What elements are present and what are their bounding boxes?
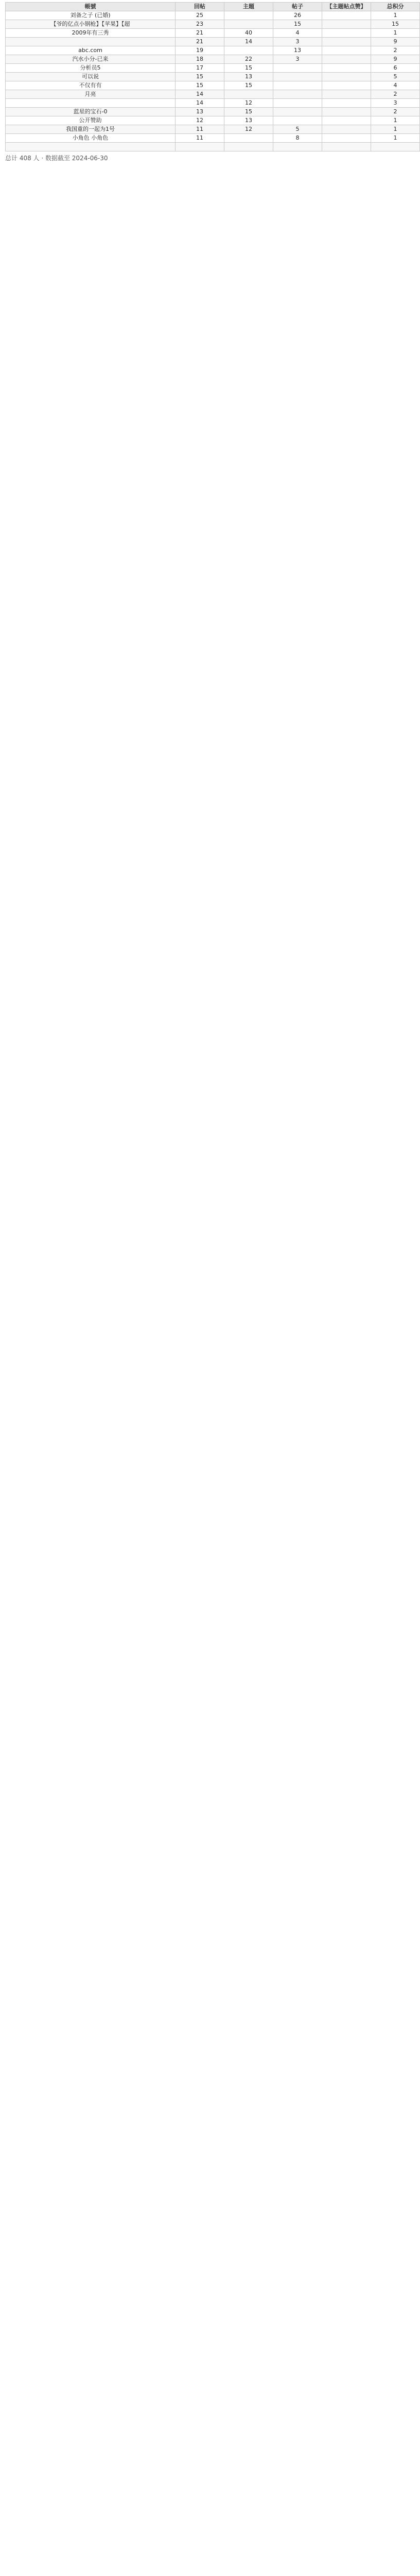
cell-posts bbox=[273, 116, 322, 125]
cell-account: 小角色 小角色 bbox=[6, 134, 176, 143]
cell-total: 1 bbox=[371, 134, 420, 143]
header-row bbox=[6, 3, 420, 11]
cell-topics: 13 bbox=[224, 116, 273, 125]
cell-replies: 19 bbox=[176, 46, 224, 55]
cell-account bbox=[6, 38, 176, 46]
cell-total: 9 bbox=[371, 38, 420, 46]
cell-topics bbox=[224, 143, 273, 151]
table-row bbox=[6, 20, 420, 29]
cell-posts bbox=[273, 99, 322, 108]
cell-topics bbox=[224, 134, 273, 143]
cell-total: 1 bbox=[371, 29, 420, 38]
cell-topics: 12 bbox=[224, 125, 273, 134]
cell-topics bbox=[224, 20, 273, 29]
cell-account: 刘备之子 (已婚) bbox=[6, 11, 176, 20]
cell-likes bbox=[322, 134, 371, 143]
cell-total: 6 bbox=[371, 64, 420, 73]
cell-account: 可以说 bbox=[6, 73, 176, 81]
cell-account bbox=[6, 99, 176, 108]
cell-total: 5 bbox=[371, 73, 420, 81]
cell-replies: 15 bbox=[176, 81, 224, 90]
cell-topics bbox=[224, 11, 273, 20]
cell-topics: 15 bbox=[224, 108, 273, 116]
cell-likes bbox=[322, 46, 371, 55]
cell-topics: 12 bbox=[224, 99, 273, 108]
cell-likes bbox=[322, 20, 371, 29]
cell-total: 3 bbox=[371, 99, 420, 108]
table-row bbox=[6, 125, 420, 134]
cell-replies: 15 bbox=[176, 73, 224, 81]
cell-topics: 15 bbox=[224, 64, 273, 73]
cell-topics bbox=[224, 90, 273, 99]
table-row bbox=[6, 55, 420, 64]
table-row bbox=[6, 64, 420, 73]
cell-posts: 26 bbox=[273, 11, 322, 20]
cell-likes bbox=[322, 125, 371, 134]
cell-topics: 40 bbox=[224, 29, 273, 38]
cell-replies: 18 bbox=[176, 55, 224, 64]
cell-total: 9 bbox=[371, 55, 420, 64]
cell-posts bbox=[273, 143, 322, 151]
cell-likes bbox=[322, 73, 371, 81]
cell-total: 1 bbox=[371, 116, 420, 125]
cell-total: 2 bbox=[371, 46, 420, 55]
cell-account: 分析员5 bbox=[6, 64, 176, 73]
table-row bbox=[6, 81, 420, 90]
cell-replies: 12 bbox=[176, 116, 224, 125]
cell-posts bbox=[273, 73, 322, 81]
col-header-topics: 主題 bbox=[224, 3, 273, 11]
cell-account bbox=[6, 143, 176, 151]
cell-likes bbox=[322, 29, 371, 38]
table-body bbox=[6, 11, 420, 151]
cell-posts: 4 bbox=[273, 29, 322, 38]
table-row bbox=[6, 38, 420, 46]
cell-total: 2 bbox=[371, 108, 420, 116]
cell-topics: 22 bbox=[224, 55, 273, 64]
table-row bbox=[6, 46, 420, 55]
cell-likes bbox=[322, 64, 371, 73]
cell-posts bbox=[273, 90, 322, 99]
cell-topics bbox=[224, 46, 273, 55]
table-row bbox=[6, 116, 420, 125]
table-row bbox=[6, 29, 420, 38]
cell-replies: 11 bbox=[176, 134, 224, 143]
stats-table bbox=[5, 2, 420, 151]
cell-total: 1 bbox=[371, 11, 420, 20]
cell-account: abc.com bbox=[6, 46, 176, 55]
table-row bbox=[6, 90, 420, 99]
cell-replies: 14 bbox=[176, 99, 224, 108]
cell-replies: 17 bbox=[176, 64, 224, 73]
col-header-account: 帳號 bbox=[6, 3, 176, 11]
table-row bbox=[6, 99, 420, 108]
footer-note: 总计 408 人 · 数据截至 2024-06-30 bbox=[5, 155, 108, 162]
cell-posts: 5 bbox=[273, 125, 322, 134]
cell-replies bbox=[176, 143, 224, 151]
col-header-posts: 帖子 bbox=[273, 3, 322, 11]
cell-likes bbox=[322, 11, 371, 20]
table-row bbox=[6, 11, 420, 20]
col-header-likes: 【主题帖点赞】 bbox=[322, 3, 371, 11]
cell-total: 1 bbox=[371, 125, 420, 134]
cell-replies: 14 bbox=[176, 90, 224, 99]
table-row bbox=[6, 73, 420, 81]
page bbox=[0, 0, 404, 168]
cell-topics: 14 bbox=[224, 38, 273, 46]
cell-account: 月亮 bbox=[6, 90, 176, 99]
cell-topics: 15 bbox=[224, 81, 273, 90]
cell-likes bbox=[322, 81, 371, 90]
col-header-replies: 回帖 bbox=[176, 3, 224, 11]
cell-likes bbox=[322, 90, 371, 99]
cell-account: 汽水小分-已来 bbox=[6, 55, 176, 64]
cell-account: 不仅有有 bbox=[6, 81, 176, 90]
cell-likes bbox=[322, 38, 371, 46]
cell-likes bbox=[322, 108, 371, 116]
cell-account: 2009年有三秀 bbox=[6, 29, 176, 38]
cell-posts: 13 bbox=[273, 46, 322, 55]
cell-replies: 21 bbox=[176, 38, 224, 46]
cell-likes bbox=[322, 116, 371, 125]
cell-posts: 3 bbox=[273, 55, 322, 64]
cell-total: 15 bbox=[371, 20, 420, 29]
cell-likes bbox=[322, 99, 371, 108]
cell-replies: 21 bbox=[176, 29, 224, 38]
table-row bbox=[6, 143, 420, 151]
cell-total bbox=[371, 143, 420, 151]
cell-account: 我国重的一起为1号 bbox=[6, 125, 176, 134]
table-row bbox=[6, 134, 420, 143]
cell-replies: 23 bbox=[176, 20, 224, 29]
cell-posts bbox=[273, 81, 322, 90]
table-row bbox=[6, 108, 420, 116]
cell-likes bbox=[322, 143, 371, 151]
cell-replies: 25 bbox=[176, 11, 224, 20]
cell-likes bbox=[322, 55, 371, 64]
cell-posts: 15 bbox=[273, 20, 322, 29]
cell-posts bbox=[273, 64, 322, 73]
cell-topics: 13 bbox=[224, 73, 273, 81]
cell-posts bbox=[273, 108, 322, 116]
cell-posts: 8 bbox=[273, 134, 322, 143]
col-header-total: 总积分 bbox=[371, 3, 420, 11]
cell-account: 公开赞助 bbox=[6, 116, 176, 125]
cell-account: 【爷的亿点小钢枪】【苹果】【超 bbox=[6, 20, 176, 29]
cell-replies: 11 bbox=[176, 125, 224, 134]
cell-account: 蓝星的宝石-0 bbox=[6, 108, 176, 116]
cell-total: 2 bbox=[371, 90, 420, 99]
cell-replies: 13 bbox=[176, 108, 224, 116]
cell-posts: 3 bbox=[273, 38, 322, 46]
cell-total: 4 bbox=[371, 81, 420, 90]
